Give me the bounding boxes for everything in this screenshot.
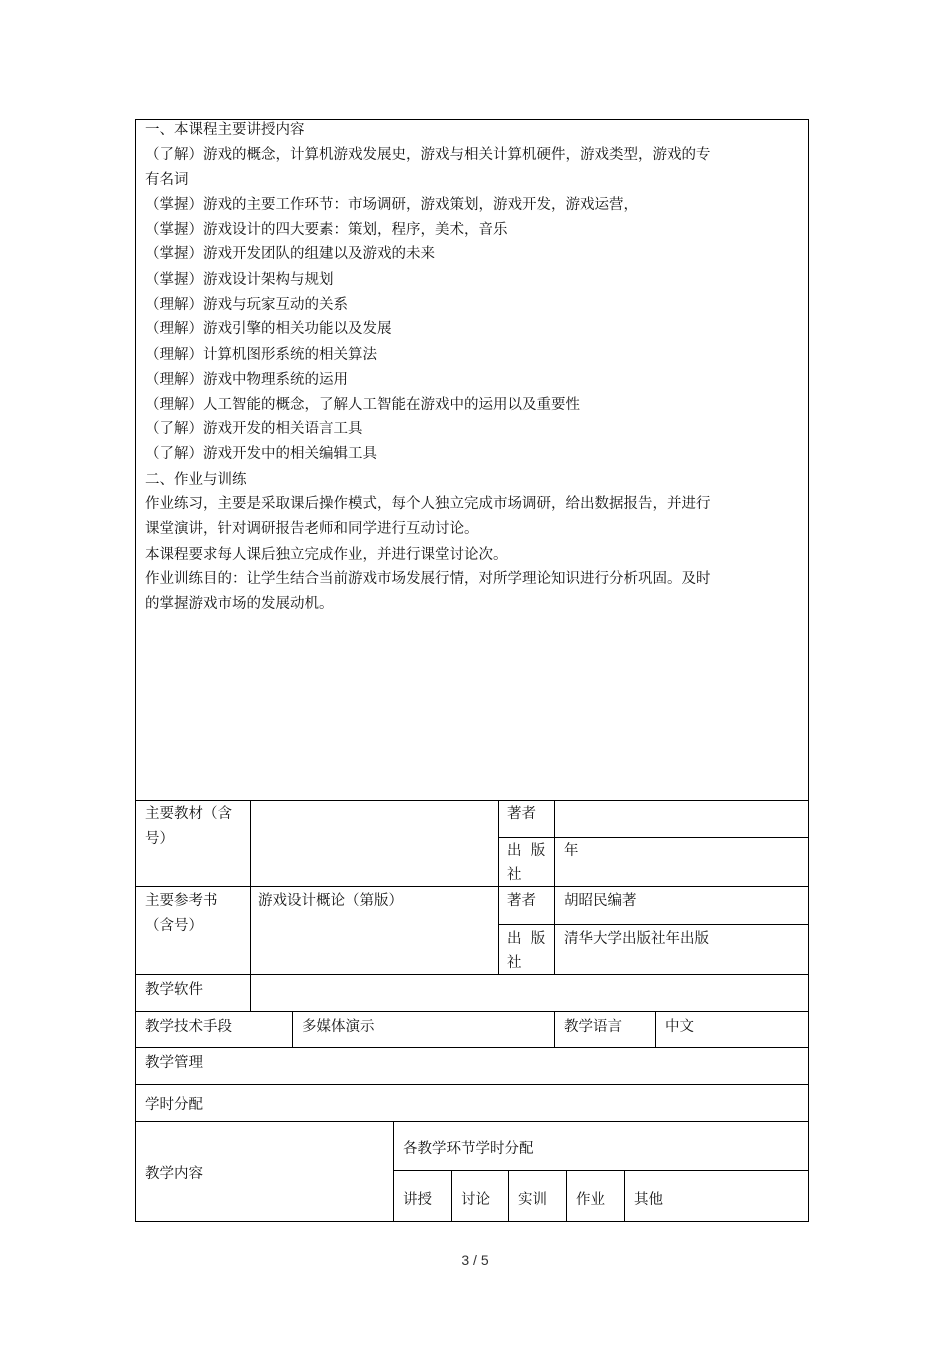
row-divider [135, 1084, 809, 1085]
content-line: （理解）游戏中物理系统的运用 [145, 372, 348, 388]
row-divider [498, 924, 809, 925]
content-line: （理解）游戏与玩家互动的关系 [145, 297, 348, 313]
textbook-author-label: 著者 [507, 806, 536, 822]
reference-author-label: 著者 [507, 893, 536, 909]
col-divider [554, 1011, 555, 1047]
row-divider [135, 800, 809, 801]
reference-label: 主要参考书 [145, 893, 218, 909]
tech-label: 教学技术手段 [145, 1019, 232, 1035]
row-divider [135, 1011, 809, 1012]
reference-publisher-value: 清华大学出版社年出版 [564, 931, 709, 947]
col-other: 其他 [634, 1192, 663, 1208]
col-divider [250, 974, 251, 1011]
col-divider [566, 1170, 567, 1221]
col-divider [624, 1170, 625, 1221]
col-divider [393, 1121, 394, 1221]
content-line: （了解）游戏的概念，计算机游戏发展史，游戏与相关计算机硬件，游戏类型，游戏的专 [145, 147, 711, 163]
teaching-content-label: 教学内容 [145, 1166, 203, 1182]
col-divider [292, 1011, 293, 1047]
textbook-label: 主要教材（含 [145, 806, 232, 822]
content-line: 作业练习，主要是采取课后操作模式，每个人独立完成市场调研，给出数据报告，并进行 [145, 496, 711, 512]
col-practice: 实训 [518, 1192, 547, 1208]
allocation-label: 各教学环节学时分配 [403, 1141, 534, 1157]
management-label: 教学管理 [145, 1055, 203, 1071]
content-line: 的掌握游戏市场的发展动机。 [145, 596, 334, 612]
content-line: 二、作业与训练 [145, 472, 247, 488]
content-line: 一、本课程主要讲授内容 [145, 122, 305, 138]
content-line: （掌握）游戏设计架构与规划 [145, 272, 334, 288]
col-divider [554, 800, 555, 974]
col-divider [451, 1170, 452, 1221]
content-line: （了解）游戏开发中的相关编辑工具 [145, 446, 377, 462]
page-number: 3 / 5 [461, 1252, 489, 1268]
content-line: 课堂演讲，针对调研报告老师和同学进行互动讨论。 [145, 521, 479, 537]
software-label: 教学软件 [145, 982, 203, 998]
textbook-label: 号） [145, 831, 174, 847]
col-divider [655, 1011, 656, 1047]
content-line: （理解）计算机图形系统的相关算法 [145, 347, 377, 363]
content-line: 有名词 [145, 172, 189, 188]
content-line: （掌握）游戏开发团队的组建以及游戏的未来 [145, 246, 435, 262]
hours-label: 学时分配 [145, 1097, 203, 1113]
textbook-publisher-label: 出 版 [507, 843, 546, 859]
language-value: 中文 [665, 1019, 694, 1035]
content-line: （理解）游戏引擎的相关功能以及发展 [145, 321, 392, 337]
content-line: （理解）人工智能的概念，了解人工智能在游戏中的运用以及重要性 [145, 397, 580, 413]
content-line: （掌握）游戏设计的四大要素：策划，程序，美术，音乐 [145, 222, 508, 238]
col-homework: 作业 [576, 1192, 605, 1208]
content-line: 作业训练目的：让学生结合当前游戏市场发展行情，对所学理论知识进行分析巩固。及时 [145, 571, 711, 587]
row-divider [498, 837, 809, 838]
col-lecture: 讲授 [403, 1192, 432, 1208]
reference-title: 游戏设计概论（第版） [258, 893, 403, 909]
textbook-year-value: 年 [564, 843, 579, 859]
tech-value: 多媒体演示 [302, 1019, 375, 1035]
row-divider [135, 974, 809, 975]
reference-label: （含号） [145, 918, 203, 934]
content-line: （掌握）游戏的主要工作环节：市场调研，游戏策划，游戏开发，游戏运营， [145, 197, 638, 213]
col-discussion: 讨论 [461, 1192, 490, 1208]
col-divider [250, 800, 251, 974]
reference-publisher-label: 出 版 [507, 931, 546, 947]
row-divider [135, 1121, 809, 1122]
col-divider [498, 800, 499, 974]
language-label: 教学语言 [564, 1019, 622, 1035]
textbook-publisher-label: 社 [507, 867, 522, 883]
row-divider [135, 886, 809, 887]
row-divider [135, 1047, 809, 1048]
content-line: （了解）游戏开发的相关语言工具 [145, 421, 363, 437]
row-divider [393, 1170, 809, 1171]
col-divider [508, 1170, 509, 1221]
reference-author-value: 胡昭民编著 [564, 893, 637, 909]
content-line: 本课程要求每人课后独立完成作业，并进行课堂讨论次。 [145, 547, 508, 563]
reference-publisher-label: 社 [507, 955, 522, 971]
